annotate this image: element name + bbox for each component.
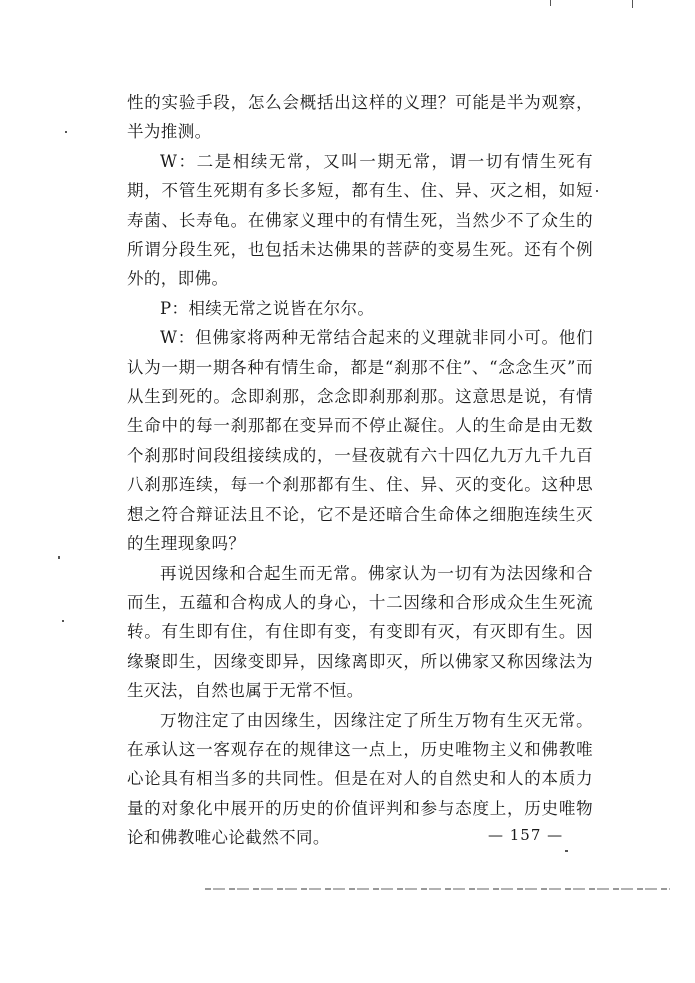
scan-speck: [565, 850, 568, 852]
page-number: — 157 —: [488, 826, 564, 844]
scan-speck: [62, 620, 64, 622]
paragraph-3: P：相续无常之说皆在尔尔。: [160, 298, 375, 318]
paragraph-5: 再说因缘和合起生而无常。佛家认为一切有为法因缘和合而生，五蕴和合构成人的身心，十二因缘和合形成众生生死流转。有生即有住，有住即有变，有变即有灭，有灭即有生。因缘聚即生，因缘变即异，因缘离即灭，所以佛家又称因缘法为生灭法，自然也属于无常不恒。: [127, 563, 593, 701]
scan-bottom-rule: [205, 888, 670, 890]
scan-speck: [596, 190, 598, 192]
paragraph-1: 性的实验手段，怎么会概括出这样的义理？可能是半为观察，半为推测。: [127, 93, 593, 142]
paragraph-2: W：二是相续无常，又叫一期无常，谓一切有情生死有期，不管生死期有多长多短，都有生、住、异、灭之相，如短寿菌、长寿龟。在佛家义理中的有情生死，当然少不了众生的所谓分段生死，也包括未达佛果的菩萨的变易生死。还有个例外的，即佛。: [127, 151, 593, 289]
scan-speck: [65, 131, 67, 133]
body-text: [127, 88, 593, 853]
paragraph-4: W：但佛家将两种无常结合起来的义理就非同小可。他们认为一期一期各种有情生命，都是“刹那不住”、“念念生灭”而从生到死的。念即刹那，念念即刹那刹那。这意思是说，有情生命中的每一刹那都在变异而不停止凝住。人的生命是由无数个刹那时间段组接续成的，一昼夜就有六十四亿九万九千九百八刹那连续，每一个刹那都有生、住、异、灭的变化。这种思想之符合辩证法且不论，它不是还暗合生命体之细胞连续生灭的生理现象吗？: [127, 328, 593, 554]
scan-speck: [550, 0, 551, 6]
paragraph-6: 万物注定了由因缘生，因缘注定了所生万物有生灭无常。在承认这一客观存在的规律这一点上，历史唯物主义和佛教唯心论具有相当多的共同性。但是在对人的自然史和人的本质力量的对象化中展开的历史的价值评判和参与态度上，历史唯物论和佛教唯心论截然不同。: [127, 710, 593, 848]
scan-speck: [632, 0, 633, 8]
scan-speck: [58, 556, 60, 559]
